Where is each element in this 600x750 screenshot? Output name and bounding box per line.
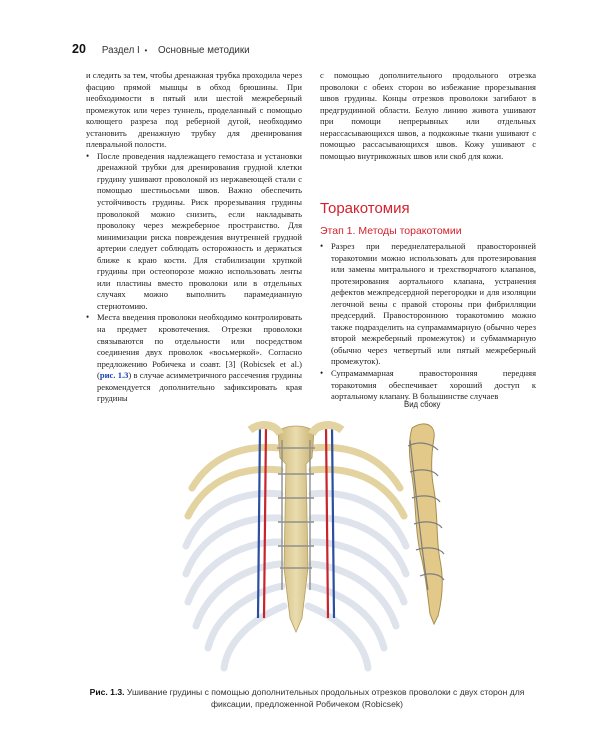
right-bullet-2: • Супрамаммарная правосторонняя передняя торакотомия обеспечивает хороший доступ к аортальному клапану. В большинстве случаев — [320, 368, 536, 403]
right-bullet-1: • Разрез при переднелатеральной правосторонней торакотомии можно использовать для протезирования или замены митрального и трехстворчатого клапанов, протезирования аортального клапана, устранения дефектов межпредсердной перегородки и для изоляции легочной вены с правой стороны при фибрилляции предсердий. Правостороннюю торакотомию можно также подразделить на супрамаммарную (обычно через второй межреберный промежуток) и субмаммарную (обычно через четвертый или пятый межреберный промежуток). — [320, 241, 536, 368]
left-bullet-2-end: ) в случае асимметричного рассечения грудины рекомендуется дополнительно зафиксировать края грудины — [97, 370, 302, 404]
right-column-body — [320, 241, 536, 403]
left-bullet-1: • После проведения надлежащего гемостаза и установки дренажной трубки для дренирования грудной клетки грудину ушивают проволокой из нержавеющей стали с помощью шестиьосьми швов. Важно обеспечить устойчивость грудины. Риск прорезывания грудины проволокой можно снизить, если накладывать проволоку через межреберное пространство. Для минимизации риска повреждения внутренней грудной артерии следует соблюдать осторожность и держаться ближе к краю кости. Для стабилизации хрупкой грудины при остеопорозе можно использовать ленты или пластины вместо проволоки или в отдельных случаях можно выполнить парамедианную стернотомию. — [86, 151, 302, 313]
right-column — [320, 70, 536, 162]
side-view-label: Вид сбоку — [404, 400, 441, 409]
right-bullet-list — [320, 241, 536, 403]
chapter-label: Основные методики — [158, 45, 250, 56]
left-bullet-2-start: Места введения проволоки необходимо контролировать на предмет кровотечения. Отрезки проволоки связываются по отдельности или посредством соединения двух проволок «восьмеркой». Согласно предложению Робичека и соавт. [3] (Robicsek et al.) ( — [97, 312, 302, 381]
header-bullet: • — [144, 46, 148, 55]
caption-text: Ушивание грудины с помощью дополнительных продольных отрезков проволоки с двух сторон для фиксации, предложенной Робичеком (Robicsek) — [124, 687, 525, 709]
right-continuation: с помощью дополнительного продольного отрезка проволоки с обеих сторон во избежание прорезывания швов грудины. Концы отрезков проволоки загибают в предгрудинной области. Белую линию живота ушивают при помощи непрерывных или отдельных нерассасывающихся швов, а подкожные ткани ушивают с помощью рассасывающихся швов. Кожу ушивают с помощью внутрикожных швов или скоб для кожи. — [320, 70, 536, 161]
section-title: Торакотомия — [320, 200, 410, 217]
left-continuation: и следить за тем, чтобы дренажная трубка проходила через фасцию прямой мышцы в обход брюшины. При необходимости в пятый или шестой межреберный промежуток или через туннель, проделанный с помощью колющего разреза под реберной дугой, необходимо установить дренажную трубку для дренирования плевральной полости. — [86, 70, 302, 150]
running-head — [102, 45, 250, 56]
sternum-side-view — [372, 410, 482, 632]
left-bullet-list — [86, 151, 302, 405]
caption-label: Рис. 1.3. — [89, 687, 125, 697]
left-column — [86, 70, 302, 405]
figure-reference-link[interactable]: рис. 1.3 — [99, 370, 129, 381]
subsection-title: Этап 1. Методы торакотомии — [320, 225, 462, 237]
figure-caption — [72, 687, 542, 710]
section-label: Раздел I — [101, 45, 140, 56]
running-header — [72, 42, 542, 60]
left-bullet-2 — [86, 312, 302, 404]
page-number: 20 — [72, 42, 86, 56]
ribs-left — [186, 447, 284, 668]
